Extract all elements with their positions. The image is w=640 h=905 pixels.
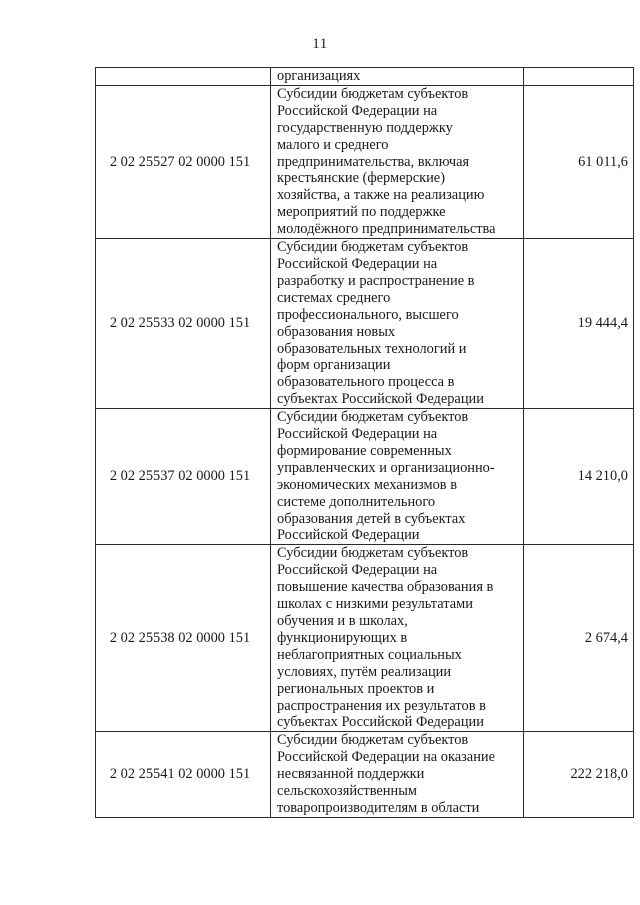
description-line: Российской Федерации [277,527,420,544]
description-cell [271,409,524,545]
description-line: функционирующих в [277,629,408,646]
amount-cell: 61 011,6 [524,85,634,238]
description-line: условиях, путём реализации [277,663,452,680]
description-cell [271,545,524,732]
budget-revenue-table [95,67,634,818]
description-line: несвязанной поддержки [277,766,425,783]
description-line: образования новых [277,323,396,340]
description-line: неблагоприятных социальных [277,646,462,663]
description-line: Субсидии бюджетам субъектов [277,409,469,426]
description-line: Российской Федерации на [277,426,438,443]
description-line: управленческих и организационно- [277,459,495,476]
description-line: повышение качества образования в [277,579,494,596]
table-row [96,545,634,732]
description-cell [271,239,524,409]
description-line: распространения их результатов в [277,697,486,714]
description-line: разработку и распространение в [277,272,475,289]
description-cell [271,732,524,818]
description-cell [271,68,524,86]
table-row [96,85,634,238]
description-line: формирование современных [277,442,452,459]
description-line: экономических механизмов в [277,476,457,493]
amount-cell [524,68,634,86]
description-line: Субсидии бюджетам субъектов [277,239,469,256]
description-line: Субсидии бюджетам субъектов [277,732,469,749]
description-line: предпринимательства, включая [277,153,470,170]
amount-cell: 2 674,4 [524,545,634,732]
description-line: субъектах Российской Федерации [277,714,484,731]
description-line: Российской Федерации на [277,562,438,579]
table-row [96,68,634,86]
budget-code-cell: 2 02 25537 02 0000 151 [96,409,271,545]
description-line: хозяйства, а также на реализацию [277,187,485,204]
description-line: мероприятий по поддержке [277,204,446,221]
description-line: образования детей в субъектах [277,510,466,527]
table-row [96,732,634,818]
description-line: региональных проектов и [277,680,435,697]
description-line: обучения и в школах, [277,613,408,629]
table-row [96,409,634,545]
table-row [96,239,634,409]
page-number: 11 [312,36,328,52]
description-line: сельскохозяйственным [277,783,417,800]
description-line: малого и среднего [277,136,389,153]
amount-cell: 222 218,0 [524,732,634,818]
description-line: Российской Федерации на [277,255,438,272]
budget-code-cell: 2 02 25538 02 0000 151 [96,545,271,732]
description-line: Субсидии бюджетам субъектов [277,85,469,102]
description-line: Субсидии бюджетам субъектов [277,545,469,562]
description-line: школах с низкими результатами [277,596,473,613]
amount-cell: 19 444,4 [524,239,634,409]
description-line: государственную поддержку [277,119,453,136]
description-line: образовательных технологий и [277,340,467,357]
description-line: организациях [277,68,361,84]
description-line: молодёжного предпринимательства [277,221,496,238]
description-line: субъектах Российской Федерации [277,391,484,408]
description-line: Российской Федерации на оказание [277,749,495,766]
budget-code-cell: 2 02 25533 02 0000 151 [96,239,271,409]
description-line: профессионального, высшего [277,306,459,323]
description-line: форм организации [277,357,391,374]
description-line: системах среднего [277,289,391,306]
budget-code-cell: 2 02 25527 02 0000 151 [96,85,271,238]
description-cell [271,85,524,238]
budget-code-cell: 2 02 25541 02 0000 151 [96,732,271,818]
description-line: Российской Федерации на [277,102,438,119]
description-line: крестьянские (фермерские) [277,170,445,187]
description-line: товаропроизводителям в области [277,799,480,816]
budget-code-cell [96,68,271,86]
description-line: системе дополнительного [277,493,436,510]
description-line: образовательного процесса в [277,374,455,391]
amount-cell: 14 210,0 [524,409,634,545]
